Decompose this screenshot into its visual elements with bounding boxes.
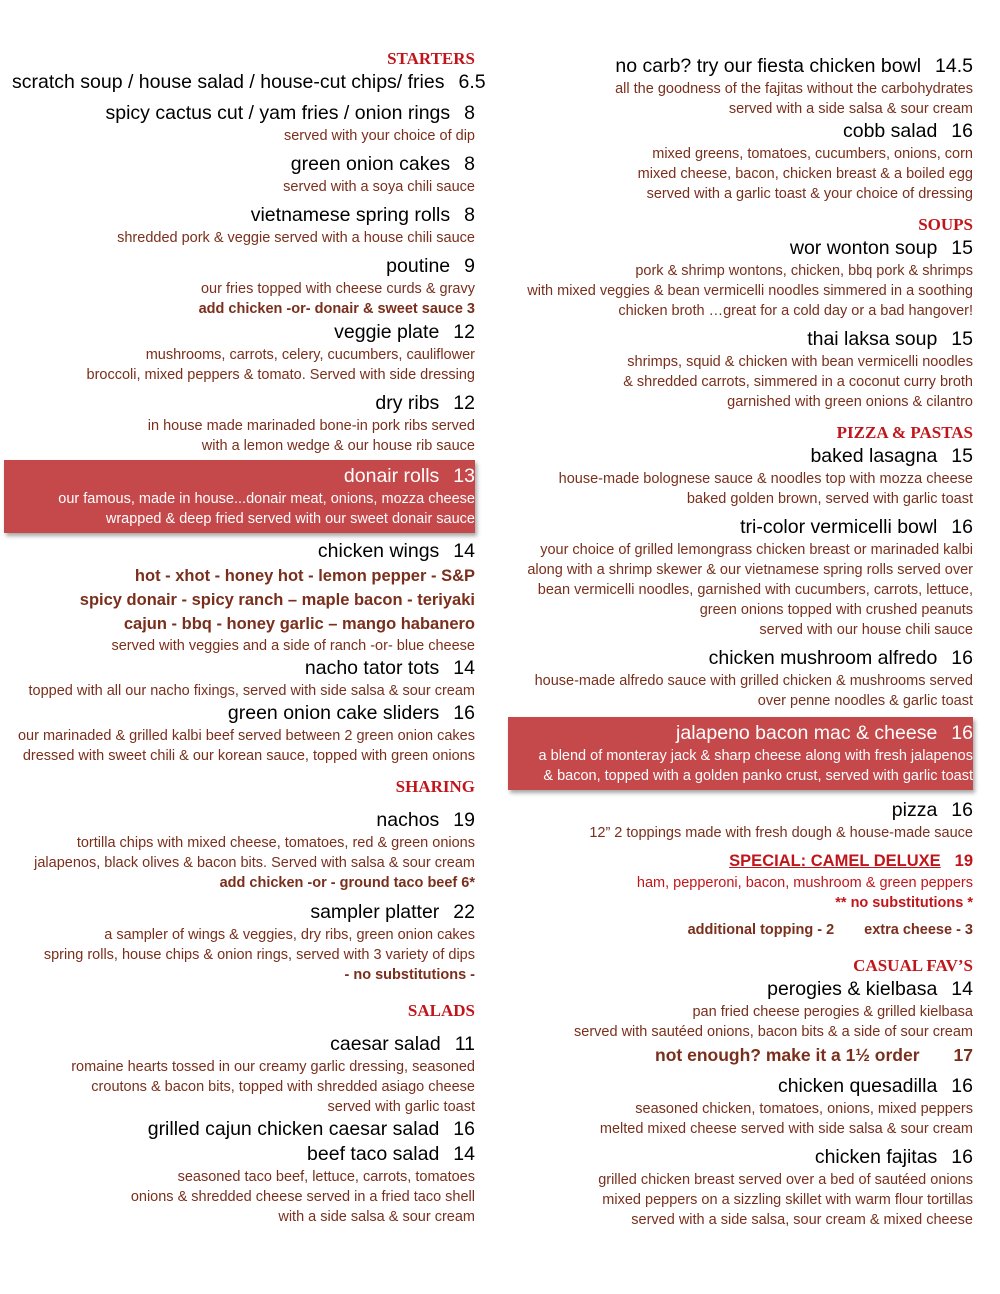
menu-item <box>512 977 973 1068</box>
item-desc: pan fried cheese perogies & grilled kielbasa <box>692 1004 973 1020</box>
extra-cheese: extra cheese - 3 <box>864 922 973 938</box>
menu-item <box>12 1032 475 1117</box>
item-desc: house-made alfredo sauce with grilled chicken & mushrooms served <box>534 673 973 689</box>
menu-item <box>512 1145 973 1230</box>
menu-item <box>12 203 475 248</box>
item-desc: served with garlic toast <box>327 1099 475 1115</box>
menu-item <box>12 101 475 146</box>
item-extra: not enough? make it a 1½ order 17 <box>655 1045 973 1065</box>
special-name: SPECIAL: CAMEL DELUXE 19 <box>729 852 973 870</box>
menu-item <box>12 320 475 385</box>
item-desc: over penne noodles & garlic toast <box>757 693 973 709</box>
item-name: nachos 19 <box>376 809 475 831</box>
item-desc: served with a soya chili sauce <box>283 179 475 195</box>
item-extra: add chicken -or- donair & sweet sauce 3 <box>198 301 475 317</box>
section-heading-salads: SALADS <box>407 1001 475 1020</box>
wing-flavors: hot - xhot - honey hot - lemon pepper - S&P <box>134 567 475 585</box>
menu-item <box>12 701 475 766</box>
wing-flavors: cajun - bbq - honey garlic – mango habanero <box>123 615 475 633</box>
menu-item <box>12 254 475 320</box>
item-desc: mushrooms, carrots, celery, cucumbers, cauliflower <box>145 347 475 363</box>
item-name: no carb? try our fiesta chicken bowl 14.5 <box>615 55 973 77</box>
item-name: green onion cakes 8 <box>290 153 475 175</box>
special-note: ** no substitutions * <box>835 895 973 911</box>
item-name: caesar salad 11 <box>330 1033 475 1055</box>
item-desc: jalapenos, black olives & bacon bits. Served with salsa & sour cream <box>34 855 475 871</box>
item-desc: our marinaded & grilled kalbi beef served between 2 green onion cakes <box>17 728 475 744</box>
item-desc: house-made bolognese sauce & noodles top with mozza cheese <box>558 471 973 487</box>
item-desc: melted mixed cheese served with side salsa & sour cream <box>599 1121 973 1137</box>
item-desc: served with your choice of dip <box>283 128 475 144</box>
item-desc: with a lemon wedge & our house rib sauce <box>201 438 475 454</box>
item-name: donair rolls 13 <box>343 465 475 487</box>
section-heading-sharing: SHARING <box>395 777 475 796</box>
item-desc: with a side salsa & sour cream <box>278 1209 475 1225</box>
menu-item <box>512 327 973 412</box>
item-desc: pork & shrimp wontons, chicken, bbq pork & shrimps <box>635 263 973 279</box>
topping-prices <box>512 920 973 941</box>
menu-item <box>12 808 475 894</box>
item-name: chicken wings 14 <box>317 540 475 562</box>
item-desc: mixed greens, tomatoes, cucumbers, onions, corn <box>652 146 973 162</box>
item-name: green onion cake sliders 16 <box>227 702 475 724</box>
item-name: scratch soup / house salad / house-cut chips/ fries 6.5 <box>12 71 486 93</box>
menu-item <box>512 236 973 321</box>
item-desc: seasoned chicken, tomatoes, onions, mixed peppers <box>635 1101 973 1117</box>
item-name: veggie plate 12 <box>334 321 475 343</box>
featured-item-donair-rolls <box>4 460 475 533</box>
menu-item <box>512 515 973 640</box>
item-name: tri-color vermicelli bowl 16 <box>740 516 973 538</box>
item-desc: all the goodness of the fajitas without the carbohydrates <box>615 81 973 97</box>
item-extra: - no substitutions - <box>344 967 475 983</box>
item-desc: served with a side salsa, sour cream & mixed cheese <box>631 1212 973 1228</box>
section-heading-casual: CASUAL FAV’S <box>853 956 973 975</box>
item-desc: garnished with green onions & cilantro <box>727 394 973 410</box>
item-extra: add chicken -or - ground taco beef 6* <box>219 875 475 891</box>
item-desc: shrimps, squid & chicken with bean vermicelli noodles <box>627 354 973 370</box>
item-desc: broccoli, mixed peppers & tomato. Served with side dressing <box>86 367 475 383</box>
item-desc: in house made marinaded bone-in pork ribs served <box>147 418 475 434</box>
item-name: baked lasagna 15 <box>810 445 973 467</box>
item-desc: served with a garlic toast & your choice of dressing <box>646 186 973 202</box>
item-desc: with mixed veggies & bean vermicelli noodles simmered in a soothing <box>527 283 973 299</box>
menu-item <box>12 152 475 197</box>
item-name: vietnamese spring rolls 8 <box>250 204 475 226</box>
menu-item <box>512 444 973 509</box>
item-name: grilled cajun chicken caesar salad 16 <box>147 1118 475 1140</box>
item-name: thai laksa soup 15 <box>807 328 973 350</box>
menu-item <box>12 1142 475 1227</box>
item-desc: tortilla chips with mixed cheese, tomatoes, red & green onions <box>76 835 475 851</box>
menu-item <box>512 798 973 843</box>
item-desc: bean vermicelli noodles, garnished with cucumbers, carrots, lettuce, <box>537 582 973 598</box>
item-desc: mixed peppers on a sizzling skillet with warm flour tortillas <box>602 1192 973 1208</box>
item-name: chicken fajitas 16 <box>814 1146 973 1168</box>
item-desc: green onions topped with crushed peanuts <box>699 602 973 618</box>
section-heading-pizza-pastas: PIZZA & PASTAS <box>836 423 973 442</box>
item-desc: served with veggies and a side of ranch -or- blue cheese <box>111 638 475 654</box>
item-desc: & shredded carrots, simmered in a coconut curry broth <box>623 374 973 390</box>
item-desc: baked golden brown, served with garlic toast <box>686 491 973 507</box>
menu-item <box>12 1117 475 1142</box>
menu-item <box>512 1074 973 1139</box>
item-name: chicken mushroom alfredo 16 <box>708 647 973 669</box>
item-desc: served with our house chili sauce <box>759 622 973 638</box>
item-desc: & bacon, topped with a golden panko crust, served with garlic toast <box>543 768 973 784</box>
item-name: chicken quesadilla 16 <box>777 1075 973 1097</box>
section-heading-soups: SOUPS <box>918 215 973 234</box>
item-name: dry ribs 12 <box>375 392 475 414</box>
item-name: poutine 9 <box>386 255 475 277</box>
item-desc: 12” 2 toppings made with fresh dough & house-made sauce <box>589 825 973 841</box>
item-desc: chicken broth …great for a cold day or a bad hangover! <box>618 303 973 319</box>
item-desc: served with sautéed onions, bacon bits & a side of sour cream <box>574 1024 973 1040</box>
item-desc: onions & shredded cheese served in a fried taco shell <box>130 1189 475 1205</box>
item-name: spicy cactus cut / yam fries / onion rings 8 <box>105 102 475 124</box>
item-desc: our fries topped with cheese curds & gravy <box>200 281 475 297</box>
menu-item <box>512 119 973 204</box>
item-desc: romaine hearts tossed in our creamy garlic dressing, seasoned <box>71 1059 475 1075</box>
item-desc: along with a shrimp skewer & our vietnamese spring rolls served over <box>527 562 973 578</box>
menu-item <box>512 54 973 119</box>
item-desc: seasoned taco beef, lettuce, carrots, tomatoes <box>177 1169 475 1185</box>
left-column <box>12 44 486 1227</box>
wing-flavors: spicy donair - spicy ranch – maple bacon - teriyaki <box>79 591 475 609</box>
right-column <box>512 54 973 1230</box>
item-name: jalapeno bacon mac & cheese 16 <box>676 722 973 744</box>
item-name: wor wonton soup 15 <box>789 237 973 259</box>
section-heading-starters: STARTERS <box>387 49 475 68</box>
item-desc: your choice of grilled lemongrass chicken breast or marinaded kalbi <box>540 542 973 558</box>
item-desc: mixed cheese, bacon, chicken breast & a boiled egg <box>637 166 973 182</box>
item-desc: a blend of monteray jack & sharp cheese along with fresh jalapenos <box>538 748 973 764</box>
menu-item <box>512 646 973 711</box>
item-desc: wrapped & deep fried served with our sweet donair sauce <box>105 511 475 527</box>
item-desc: shredded pork & veggie served with a house chili sauce <box>117 230 475 246</box>
item-name: cobb salad 16 <box>842 120 973 142</box>
menu-item <box>12 391 475 456</box>
item-name: nacho tator tots 14 <box>304 657 475 679</box>
item-desc: croutons & bacon bits, topped with shredded asiago cheese <box>91 1079 475 1095</box>
menu-item <box>12 70 486 95</box>
item-desc: grilled chicken breast served over a bed of sautéed onions <box>598 1172 973 1188</box>
special-item <box>512 849 973 914</box>
item-name: pizza 16 <box>891 799 973 821</box>
item-desc: dressed with sweet chili & our korean sauce, topped with green onions <box>22 748 475 764</box>
item-name: beef taco salad 14 <box>307 1143 475 1165</box>
item-name: sampler platter 22 <box>310 901 475 923</box>
additional-topping: additional topping - 2 <box>687 922 835 938</box>
item-name: perogies & kielbasa 14 <box>767 978 973 1000</box>
menu-item <box>12 656 475 701</box>
item-desc: a sampler of wings & veggies, dry ribs, green onion cakes <box>104 927 475 943</box>
item-desc: ham, pepperoni, bacon, mushroom & green peppers <box>636 875 973 891</box>
item-desc: topped with all our nacho fixings, served with side salsa & sour cream <box>28 683 475 699</box>
item-desc: served with a side salsa & sour cream <box>728 101 973 117</box>
menu-item <box>12 900 475 986</box>
menu-item-wings <box>12 539 475 656</box>
item-desc: spring rolls, house chips & onion rings, served with 3 variety of dips <box>43 947 475 963</box>
item-desc: our famous, made in house...donair meat, onions, mozza cheese <box>58 491 475 507</box>
featured-item-mac-cheese <box>508 717 973 790</box>
